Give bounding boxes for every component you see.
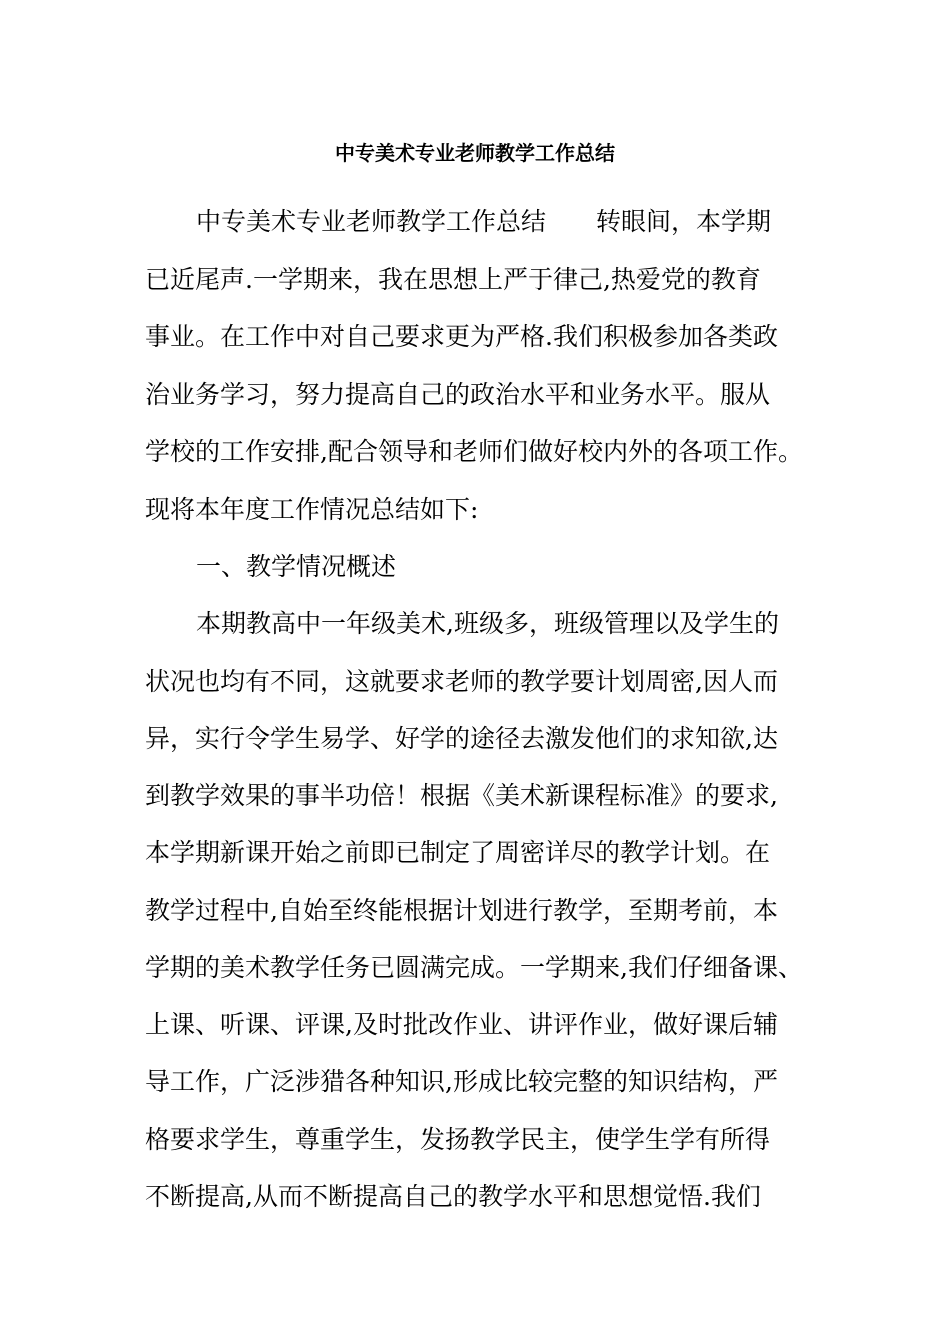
section-heading: 一、教学情况概述 (196, 552, 397, 581)
paragraph-line: 学期的美术教学任务已圆满完成。一学期来,我们仔细备课、 (145, 953, 803, 982)
paragraph-line: 格要求学生，尊重学生，发扬教学民主，使学生学有所得 (145, 1125, 771, 1154)
paragraph-line: 异，实行令学生易学、好学的途径去激发他们的求知欲,达 (145, 724, 778, 753)
paragraph-line: 上课、听课、评课,及时批改作业、讲评作业，做好课后辅 (145, 1010, 778, 1039)
paragraph-line: 导工作，广泛涉猎各种知识,形成比较完整的知识结构，严 (145, 1067, 778, 1096)
paragraph-line: 到教学效果的事半功倍！根据《美术新课程标准》的要求, (145, 781, 778, 810)
paragraph-line: 状况也均有不同，这就要求老师的教学要计划周密,因人而 (145, 667, 778, 696)
document-title: 中专美术专业老师教学工作总结 (335, 141, 615, 165)
paragraph-line: 本学期新课开始之前即已制定了周密详尽的教学计划。在 (145, 838, 771, 867)
paragraph-line: 本期教高中一年级美术,班级多，班级管理以及学生的 (196, 609, 779, 638)
paragraph-line: 学校的工作安排,配合领导和老师们做好校内外的各项工作。 (145, 437, 803, 466)
paragraph-line: 不断提高,从而不断提高自己的教学水平和思想觉悟.我们 (145, 1182, 761, 1211)
paragraph-line: 已近尾声.一学期来，我在思想上严于律己,热爱党的教育 (145, 265, 761, 294)
paragraph-line: 教学过程中,自始至终能根据计划进行教学，至期考前，本 (145, 896, 778, 925)
paragraph-line: 中专美术专业老师教学工作总结 转眼间，本学期 (196, 207, 772, 236)
paragraph-line: 事业。在工作中对自己要求更为严格.我们积极参加各类政 (145, 322, 778, 351)
paragraph-line: 现将本年度工作情况总结如下: (145, 495, 479, 524)
paragraph-line: 治业务学习，努力提高自己的政治水平和业务水平。服从 (145, 380, 771, 409)
